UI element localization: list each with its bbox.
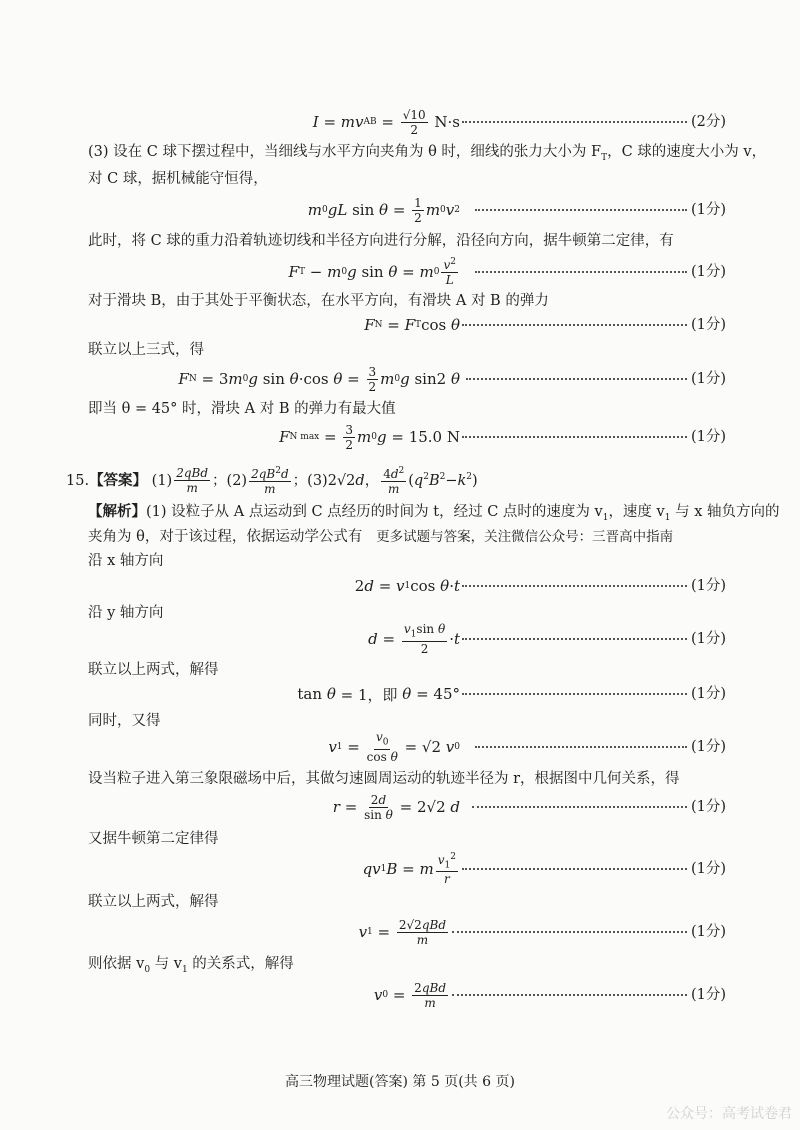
text-line: (3) 设在 C 球下摆过程中，当细线与水平方向夹角为 θ 时，细线的张力大小为 $F_T$，C 球的速度大小为 v， [88,144,767,163]
equation-v1-result: v 1 = $\frac{\text{2√2qBd}}{m}$ [358,917,446,947]
equation-normal-force: F N = F T cos θ [364,316,460,334]
score-label: (1分) [690,861,726,877]
text-line: 联立以上两式，解得 [88,662,219,678]
equation-row-v1 [0,731,800,763]
text-line: 夹角为 θ，对于该过程，依据运动学公式有 更多试题与答案，关注微信公众号：三晋高中指南 [88,529,674,545]
equation-row-max-force [0,421,800,453]
score-label: (2分) [690,114,726,130]
score-label: (1分) [690,924,726,940]
score-label: (1分) [690,631,726,647]
text-line: 又据牛顿第二定律得 [88,831,219,847]
equation-v1: v 1 = $\frac{v_0}{\text{cos θ}}$ = √2 v 0 [328,730,460,764]
score-label: (1分) [690,202,726,218]
score-label: (1分) [690,686,726,702]
text-line: 此时，将 C 球的重力沿着轨迹切线和半径方向进行分解，沿径向方向，据牛顿第二定律，有 [88,233,674,249]
score-label: (1分) [690,987,726,1003]
equation-row-normal-force [0,309,800,341]
page-footer: 高三物理试题(答案) 第 5 页(共 6 页) [285,1074,515,1090]
score-label: (1分) [690,578,726,594]
text-line: 即当 θ = 45° 时，滑块 A 对 B 的弹力有最大值 [88,401,396,417]
equation-row-impulse [0,106,800,138]
equation-row-v1-result [0,916,800,948]
equation-max-force: F N max = $\frac{3}{2}$ m 0 g = 15.0 N [279,422,460,452]
max-force-value: 15.0 N [408,428,460,446]
promo-note: 更多试题与答案，关注微信公众号：三晋高中指南 [376,529,674,545]
score-label: (1分) [690,739,726,755]
text-line: 沿 x 轴方向 [88,553,164,569]
score-label: (1分) [690,317,726,333]
question-15-answer: 15.【答案】 (1) $\frac{\text{2qBd}}{m}$ ；(2) $\frac{2qB^2d}{m}$ ；(3)2√2d， $\frac{4d^2}{m}$ $(q^2B^2-k^2)$ [66,465,478,496]
text-line: 联立以上三式，得 [88,342,204,358]
equation-impulse: I = mv AB = $\frac{√10}{2}$ N·s [312,107,460,137]
equation-y-motion: d = $\frac{v_1\sin \theta}{2}$ · t [368,622,460,656]
text-line: 同时，又得 [88,713,161,729]
equation-lorentz: qv 1 B = m $\frac{v_1^2}{r}$ [362,851,456,887]
score-label: (1分) [690,371,726,387]
equation-x-motion: 2 d = v 1 cos θ · t [354,577,460,595]
text-line: 设当粒子进入第三象限磁场中后，其做匀速圆周运动的轨迹半径为 r，根据图中几何关系，得 [88,771,680,787]
score-label: (1分) [690,799,726,815]
score-label: (1分) [690,264,726,280]
equation-row-energy [0,194,800,226]
equation-row-lorentz [0,853,800,885]
equation-newton-radial: F T − m 0 g sin θ = m 0 $\frac{v^2}{L}$ [288,257,456,287]
text-line: 沿 y 轴方向 [88,605,164,621]
watermark: 公众号：高考试卷君 [666,1106,792,1122]
text-line: 则依据 $v_0$ 与 $v_1$ 的关系式，解得 [88,956,294,975]
equation-radius: r = $\frac{2d}{\text{sin θ}}$ = 2√2 d [332,792,460,822]
equation-row-radius [0,791,800,823]
text-line: 对 C 球，据机械能守恒得， [88,171,268,187]
equation-combined: F N = 3 m 0 g sin θ ·cos θ = $\frac{3}{2}$ m 0 g sin2 θ [178,364,460,394]
equation-row-angle [0,678,800,710]
score-label: (1分) [690,429,726,445]
text-line: 【解析】(1) 设粒子从 A 点运动到 C 点经历的时间为 t，经过 C 点时的速度为 $v_1$，速度 $v_1$ 与 x 轴负方向的 [88,503,780,523]
equation-row-newton-radial [0,256,800,288]
equation-row-v0-result [0,979,800,1011]
equation-row-combined [0,363,800,395]
equation-row-x-motion [0,570,800,602]
equation-row-y-motion [0,623,800,655]
text-line: 对于滑块 B，由于其处于平衡状态，在水平方向，有滑块 A 对 B 的弹力 [88,293,549,309]
equation-v0-result: v 0 = $\frac{\text{2qBd}}{m}$ [373,980,446,1010]
equation-angle: tan θ = 1，即 θ = 45° [297,685,460,704]
text-line: 联立以上两式，解得 [88,894,219,910]
equation-energy: m 0 gL sin θ = $\frac{1}{2}$ m 0 v 2 [307,195,460,225]
